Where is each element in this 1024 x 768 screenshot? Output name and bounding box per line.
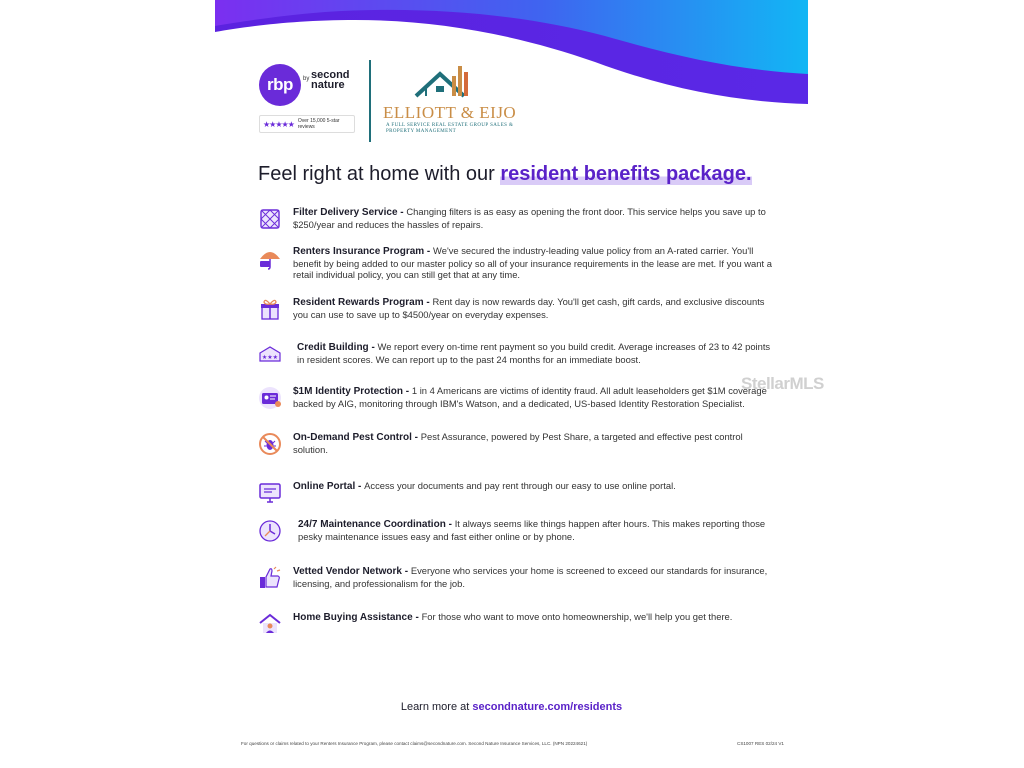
footer-disclaimer: For questions or claims related to your Renters Insurance Program, please contact claims@secondnature.com. Second Nature Insurance Services, LLC. (NPN 20224621) xyxy=(241,741,588,746)
company-name: ELLIOTT & EIJO xyxy=(383,103,517,122)
page-headline xyxy=(258,163,752,186)
learn-more-line xyxy=(215,701,808,713)
monitor-icon xyxy=(257,480,283,506)
id-card-icon xyxy=(257,385,283,411)
benefit-title: On-Demand Pest Control - xyxy=(293,432,421,443)
watermark: StellarMLS xyxy=(741,374,824,393)
header-wave xyxy=(215,0,808,110)
second-nature-logo-text: second nature xyxy=(311,69,350,91)
benefit-title: Filter Delivery Service - xyxy=(293,207,407,218)
gift-icon xyxy=(257,296,283,322)
filter-icon xyxy=(257,206,283,232)
reviews-badge xyxy=(259,115,355,133)
five-stars-icon: ★★★★★ xyxy=(263,119,294,129)
benefit-text: We've secured the industry-leading value policy from an A-rated carrier. You'll benefit by being added to our master policy so all of your insurance requirements in the lease are met. If you want a retail individual policy, you can still get that at any time. xyxy=(293,245,772,280)
svg-text:★★★: ★★★ xyxy=(261,354,279,361)
credit-stars-icon xyxy=(257,341,283,367)
benefit-text: For those who want to move onto homeownership, we'll help you get there. xyxy=(421,611,733,622)
rbp-logo: rbp xyxy=(259,64,301,106)
logo-divider xyxy=(369,60,371,142)
benefit-title: 24/7 Maintenance Coordination - xyxy=(298,519,455,530)
benefit-text: Everyone who services your home is screened to exceed our standards for insurance, licensing, and professionalism for the job. xyxy=(293,565,768,589)
headline-prefix: Feel right at home with our xyxy=(258,163,501,185)
benefit-text: It always seems like things happen after hours. This makes reporting those pesky maintenance issues easy and fast either online or by phone. xyxy=(298,518,766,542)
learn-more-link[interactable]: secondnature.com/residents xyxy=(472,701,623,713)
footer-code: CS1007 RES 02/24 V1 xyxy=(737,741,784,746)
thumbs-up-icon xyxy=(257,565,283,591)
benefit-text: Access your documents and pay rent through our easy to use online portal. xyxy=(364,480,676,491)
benefit-title: $1M Identity Protection - xyxy=(293,386,412,397)
benefit-title: Credit Building - xyxy=(297,342,378,353)
clock-icon xyxy=(257,518,283,544)
benefit-text: We report every on-time rent payment so you build credit. Average increases of 23 to 42 points in resident scores. We can report up to the past 24 months for an immediate boost. xyxy=(297,341,771,365)
company-tagline: A FULL SERVICE REAL ESTATE GROUP SALES & PROPERTY MANAGEMENT xyxy=(386,123,514,134)
benefit-title: Online Portal - xyxy=(293,481,365,492)
benefit-title: Renters Insurance Program - xyxy=(293,246,434,257)
flyer-page xyxy=(215,0,824,768)
house-logo-icon xyxy=(410,62,480,104)
benefit-text: Changing filters is as easy as opening the front door. This service helps you save up to $250/year and reduces the hassles of repairs. xyxy=(293,206,766,230)
no-bug-icon xyxy=(257,431,283,457)
benefit-text: Pest Assurance, powered by Pest Share, a targeted and effective pest control solution. xyxy=(293,431,743,455)
reviews-text: Over 15,000 5-star reviews xyxy=(297,118,340,130)
house-person-icon xyxy=(257,611,283,637)
learn-more-prefix: Learn more at xyxy=(400,701,473,713)
benefit-text: Rent day is now rewards day. You'll get cash, gift cards, and exclusive discounts you can use to save up to $4500/year on everyday expenses. xyxy=(293,296,765,320)
headline-highlight: resident benefits package. xyxy=(500,163,752,185)
benefit-title: Resident Rewards Program - xyxy=(293,297,433,308)
rbp-by-text: by xyxy=(303,76,310,82)
benefit-text: 1 in 4 Americans are victims of identity fraud. All adult leaseholders get $1M coverage backed by AIG, monitoring through IBM's Watson, and a dedicated, US-based Identity Restoration Specialist. xyxy=(293,385,767,409)
benefit-title: Vetted Vendor Network - xyxy=(293,566,411,577)
umbrella-icon xyxy=(257,245,283,271)
benefit-title: Home Buying Assistance - xyxy=(293,612,422,623)
